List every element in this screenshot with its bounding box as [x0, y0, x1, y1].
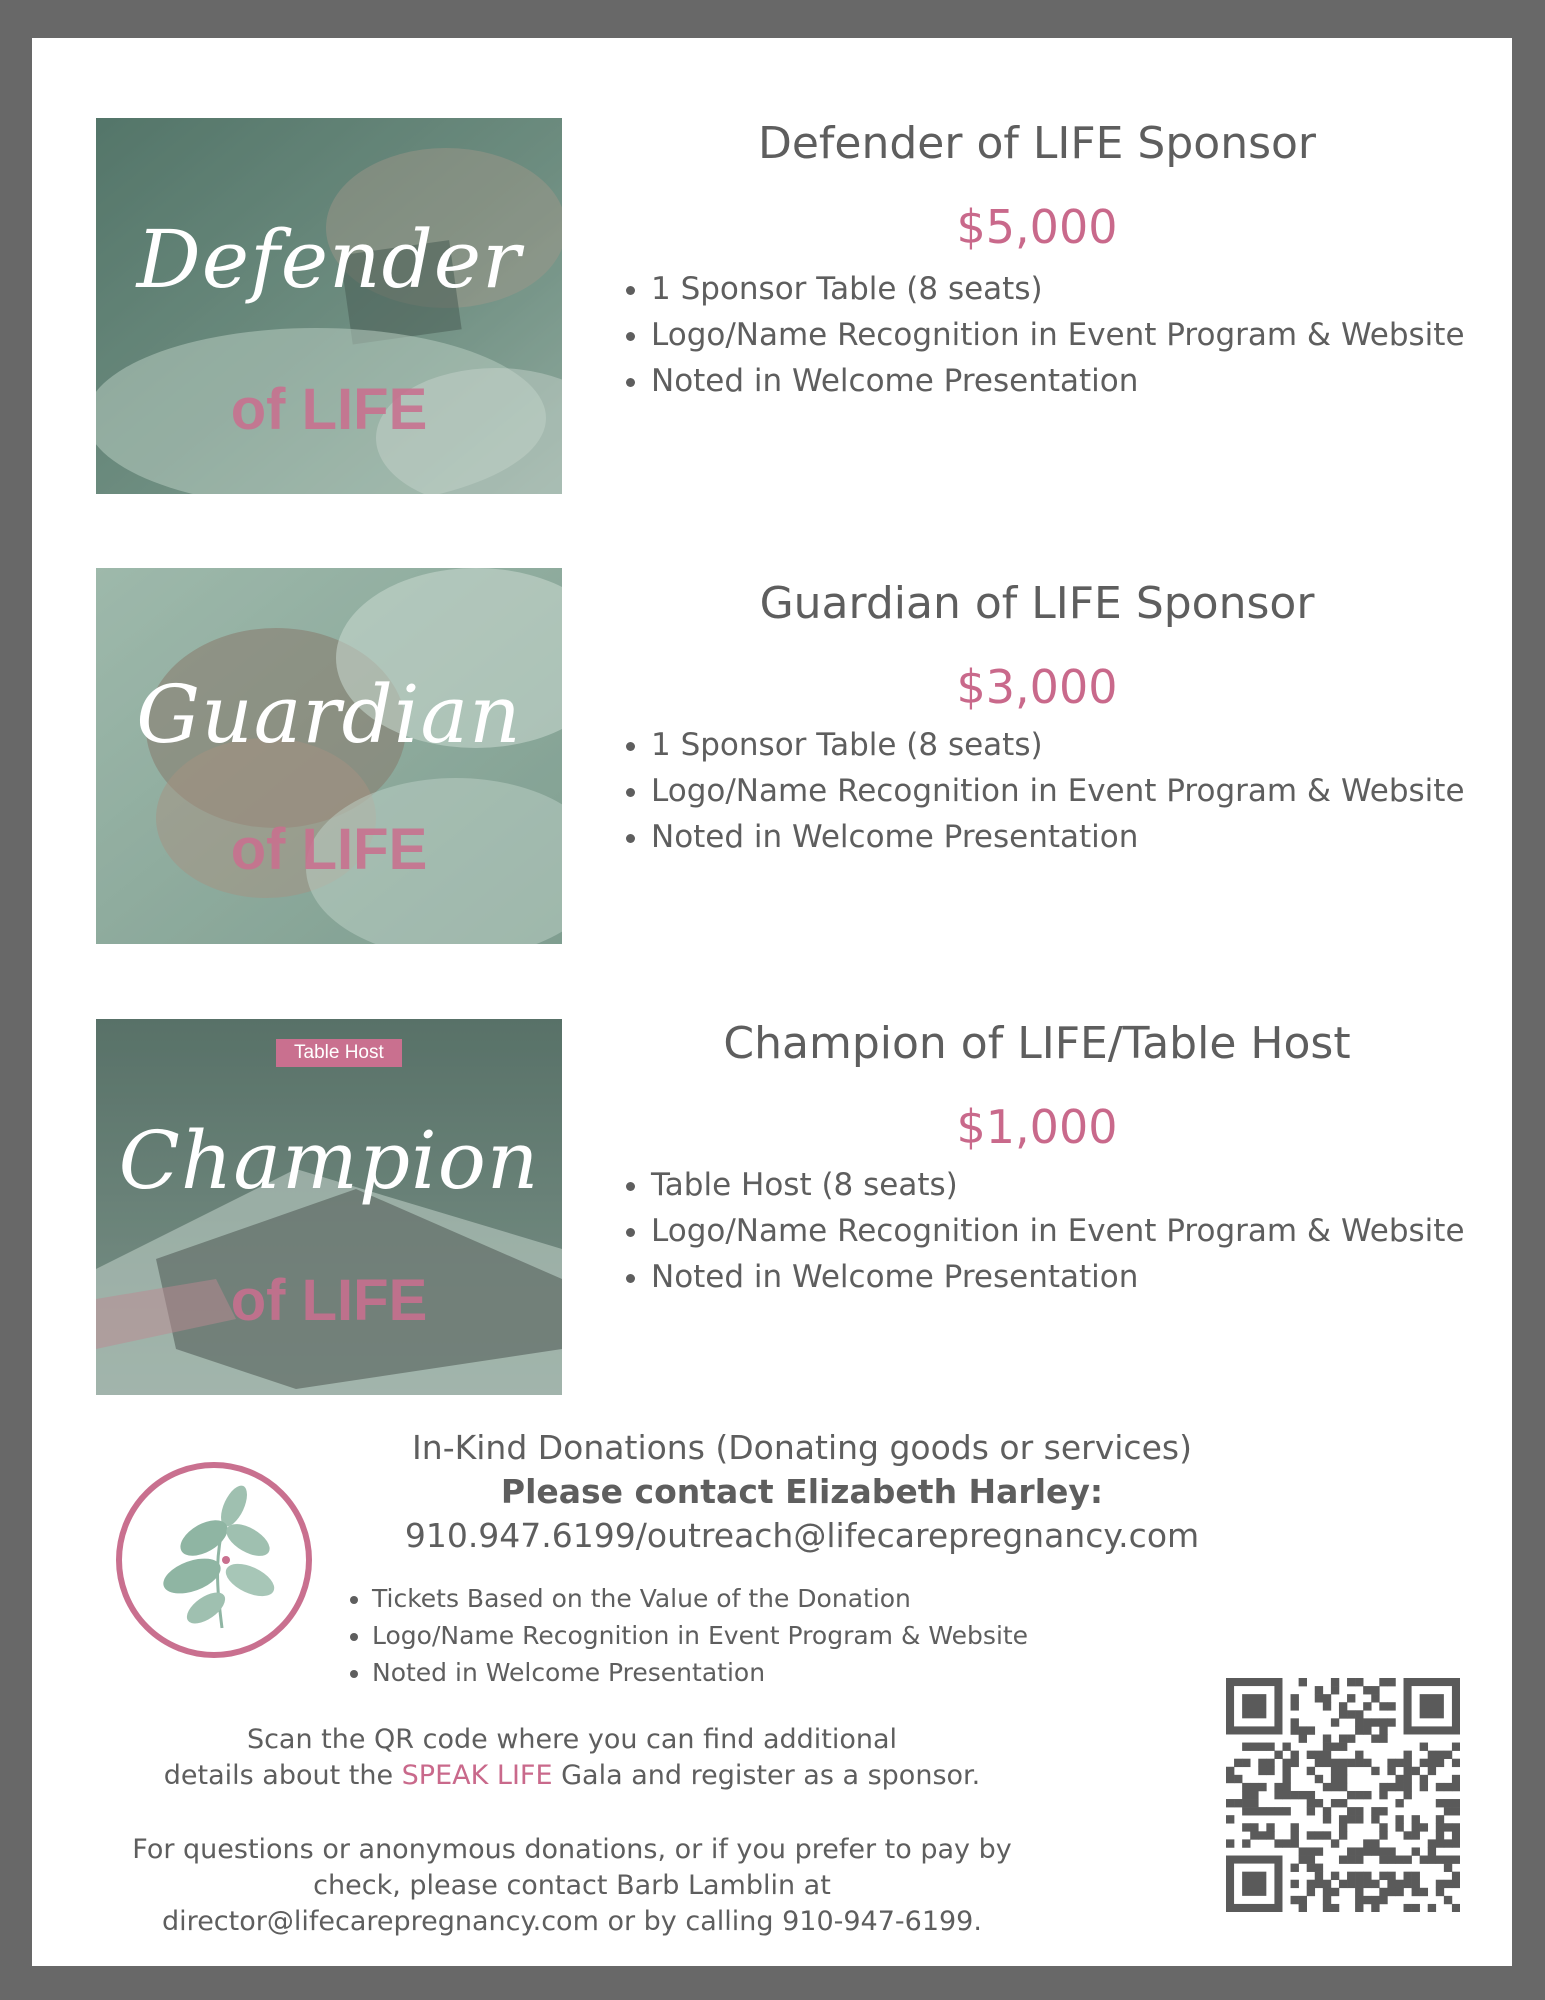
champion-price: $1,000 [956, 1100, 1118, 1154]
flyer-page [32, 38, 1512, 1966]
table-host-tag: Table Host [276, 1039, 402, 1067]
inkind-perks [344, 1580, 1028, 1691]
questions-contact [132, 1832, 1012, 1940]
perk-item: • Tickets Based on the Value of the Donation [372, 1580, 1028, 1617]
defender-of-life: of LIFE [230, 377, 428, 442]
scan-line-2 [132, 1758, 1012, 1794]
defender-perks [617, 266, 1465, 404]
champion-photo [96, 1019, 562, 1395]
champion-perks [617, 1162, 1465, 1300]
inkind-heading: In-Kind Donations (Donating goods or services) [412, 1428, 1192, 1467]
guardian-image [96, 568, 562, 944]
perk-item: • Noted in Welcome Presentation [651, 358, 1465, 404]
scan-line-1: Scan the QR code where you can find additional [246, 1724, 898, 1755]
scan-instructions [132, 1722, 1012, 1794]
defender-title: Defender of LIFE Sponsor [757, 118, 1317, 169]
champion-image [96, 1019, 562, 1395]
perk-item: • Logo/Name Recognition in Event Program & Website [651, 312, 1465, 358]
guardian-of-life: of LIFE [230, 817, 428, 882]
perk-item: • Logo/Name Recognition in Event Program & Website [372, 1617, 1028, 1654]
scan-line-2-post: Gala and register as a sponsor. [552, 1760, 981, 1791]
perk-item: • 1 Sponsor Table (8 seats) [651, 722, 1465, 768]
perk-item: • Logo/Name Recognition in Event Program & Website [651, 768, 1465, 814]
perk-item: • 1 Sponsor Table (8 seats) [651, 266, 1465, 312]
defender-script-word: Defender [136, 213, 522, 306]
questions-line-2: check, please contact Barb Lamblin at [313, 1870, 831, 1901]
perk-item: • Logo/Name Recognition in Event Program & Website [651, 1208, 1465, 1254]
eucalyptus-leaf-icon [116, 1462, 312, 1658]
perk-item: • Noted in Welcome Presentation [372, 1654, 1028, 1691]
perk-item: • Table Host (8 seats) [651, 1162, 1465, 1208]
speak-life-highlight: SPEAK LIFE [401, 1760, 553, 1791]
inkind-contact: Please contact Elizabeth Harley: [500, 1472, 1104, 1511]
perk-item: • Noted in Welcome Presentation [651, 1254, 1465, 1300]
champion-of-life: of LIFE [230, 1268, 428, 1333]
perk-item: • Noted in Welcome Presentation [651, 814, 1465, 860]
scan-line-2-pre: details about the [163, 1760, 402, 1791]
guardian-perks [617, 722, 1465, 860]
guardian-script-word: Guardian [136, 668, 522, 761]
questions-line-1: For questions or anonymous donations, or if you prefer to pay by [132, 1834, 1012, 1865]
guardian-title: Guardian of LIFE Sponsor [759, 578, 1315, 629]
champion-script-word: Champion [118, 1114, 540, 1207]
defender-image [96, 118, 562, 494]
inkind-phone-email: 910.947.6199/outreach@lifecarepregnancy.com [404, 1516, 1200, 1555]
defender-price: $5,000 [956, 200, 1118, 254]
champion-title: Champion of LIFE/Table Host [723, 1018, 1351, 1069]
questions-line-3: director@lifecarepregnancy.com or by calling 910-947-6199. [162, 1906, 982, 1937]
guardian-price: $3,000 [956, 660, 1118, 714]
qr-code-icon[interactable] [1226, 1678, 1460, 1912]
